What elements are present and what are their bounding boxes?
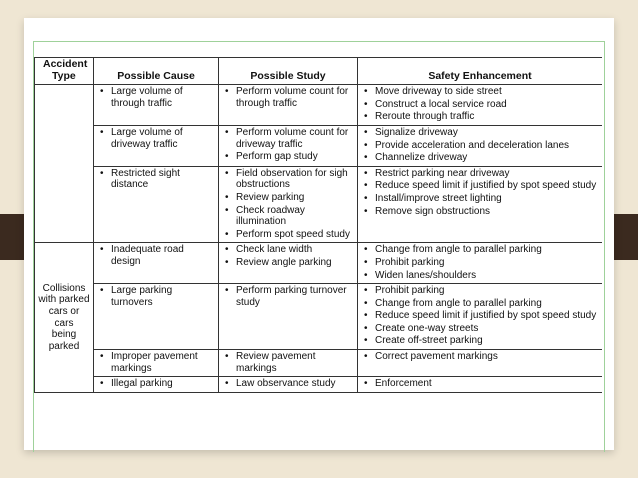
list-item: • Remove sign obstructions	[361, 206, 599, 218]
accident-table	[34, 57, 602, 393]
table-container	[34, 57, 602, 433]
study-list	[222, 285, 354, 308]
list-item: • Provide acceleration and deceleration lanes	[361, 140, 599, 152]
left-decor-bar	[0, 214, 24, 260]
cause-list	[97, 86, 215, 109]
list-item: • Perform spot speed study	[222, 229, 354, 241]
study-list	[222, 351, 354, 374]
list-item: • Restrict parking near driveway	[361, 168, 599, 180]
study-list	[222, 244, 354, 268]
cause-cell	[94, 166, 219, 243]
table-row	[35, 243, 603, 284]
list-item: • Check lane width	[222, 244, 354, 256]
list-item: • Install/improve street lighting	[361, 193, 599, 205]
list-item: • Move driveway to side street	[361, 86, 599, 98]
list-item: • Correct pavement markings	[361, 351, 599, 363]
list-item: • Reduce speed limit if justified by spot speed study	[361, 310, 599, 322]
cause-list	[97, 285, 215, 308]
header-row	[35, 58, 603, 85]
enhancement-cell	[358, 85, 603, 126]
list-item: • Law observance study	[222, 378, 354, 390]
list-item: • Change from angle to parallel parking	[361, 244, 599, 256]
study-cell	[219, 284, 358, 350]
table-row	[35, 377, 603, 393]
list-item: • Perform gap study	[222, 151, 354, 163]
list-item: • Large volume of through traffic	[97, 86, 215, 109]
list-item: • Restricted sight distance	[97, 168, 215, 191]
list-item: • Perform volume count for through traffic	[222, 86, 354, 109]
table-row	[35, 350, 603, 377]
list-item: • Change from angle to parallel parking	[361, 298, 599, 310]
header-accident-type: Accident Type	[35, 58, 94, 85]
cause-list	[97, 168, 215, 191]
enhancement-list	[361, 285, 599, 347]
enhancement-cell	[358, 166, 603, 243]
list-item: • Illegal parking	[97, 378, 215, 390]
accident-type-cell	[35, 85, 94, 243]
study-cell	[219, 166, 358, 243]
cause-cell	[94, 125, 219, 166]
list-item: • Perform volume count for driveway traffic	[222, 127, 354, 150]
list-item: • Channelize driveway	[361, 152, 599, 164]
enhancement-cell	[358, 243, 603, 284]
study-list	[222, 168, 354, 241]
table-row	[35, 125, 603, 166]
cause-cell	[94, 377, 219, 393]
list-item: • Prohibit parking	[361, 285, 599, 297]
list-item: • Signalize driveway	[361, 127, 599, 139]
header-possible-cause: Possible Cause	[94, 58, 219, 85]
cause-cell	[94, 284, 219, 350]
header-safety-enhancement: Safety Enhancement	[358, 58, 603, 85]
enhancement-cell	[358, 284, 603, 350]
header-possible-study: Possible Study	[219, 58, 358, 85]
list-item: • Review parking	[222, 192, 354, 204]
table-row	[35, 166, 603, 243]
list-item: • Field observation for sigh obstructions	[222, 168, 354, 191]
cause-list	[97, 351, 215, 374]
list-item: • Create one-way streets	[361, 323, 599, 335]
list-item: • Enforcement	[361, 378, 599, 390]
enhancement-list	[361, 168, 599, 217]
table-row	[35, 85, 603, 126]
cause-cell	[94, 350, 219, 377]
enhancement-list	[361, 351, 599, 363]
slide	[24, 18, 614, 450]
study-list	[222, 127, 354, 163]
table-row	[35, 284, 603, 350]
accident-type-line: being parked	[48, 329, 80, 352]
list-item: • Review pavement markings	[222, 351, 354, 374]
study-cell	[219, 125, 358, 166]
cause-list	[97, 378, 215, 390]
list-item: • Improper pavement markings	[97, 351, 215, 374]
enhancement-cell	[358, 377, 603, 393]
list-item: • Review angle parking	[222, 257, 354, 269]
study-cell	[219, 377, 358, 393]
accident-type-line: cars or cars	[48, 305, 80, 329]
list-item: • Prohibit parking	[361, 257, 599, 269]
enhancement-list	[361, 127, 599, 164]
enhancement-list	[361, 86, 599, 123]
cause-cell	[94, 85, 219, 126]
study-cell	[219, 350, 358, 377]
list-item: • Check roadway illumination	[222, 205, 354, 228]
list-item: • Create off-street parking	[361, 335, 599, 347]
list-item: • Construct a local service road	[361, 99, 599, 111]
enhancement-cell	[358, 125, 603, 166]
list-item: • Reroute through traffic	[361, 111, 599, 123]
enhancement-cell	[358, 350, 603, 377]
accident-type-line: Collisions	[42, 282, 86, 294]
right-decor-bar	[614, 214, 638, 260]
list-item: • Large parking turnovers	[97, 285, 215, 308]
study-cell	[219, 85, 358, 126]
study-cell	[219, 243, 358, 284]
cause-list	[97, 127, 215, 150]
accident-type-line: with parked	[38, 294, 90, 306]
list-item: • Large volume of driveway traffic	[97, 127, 215, 150]
accident-type-cell	[35, 243, 94, 393]
list-item: • Perform parking turnover study	[222, 285, 354, 308]
enhancement-list	[361, 244, 599, 281]
list-item: • Reduce speed limit if justified by spot speed study	[361, 180, 599, 192]
study-list	[222, 378, 354, 390]
cause-cell	[94, 243, 219, 284]
study-list	[222, 86, 354, 109]
list-item: • Widen lanes/shoulders	[361, 270, 599, 282]
cause-list	[97, 244, 215, 267]
list-item: • Inadequate road design	[97, 244, 215, 267]
enhancement-list	[361, 378, 599, 390]
